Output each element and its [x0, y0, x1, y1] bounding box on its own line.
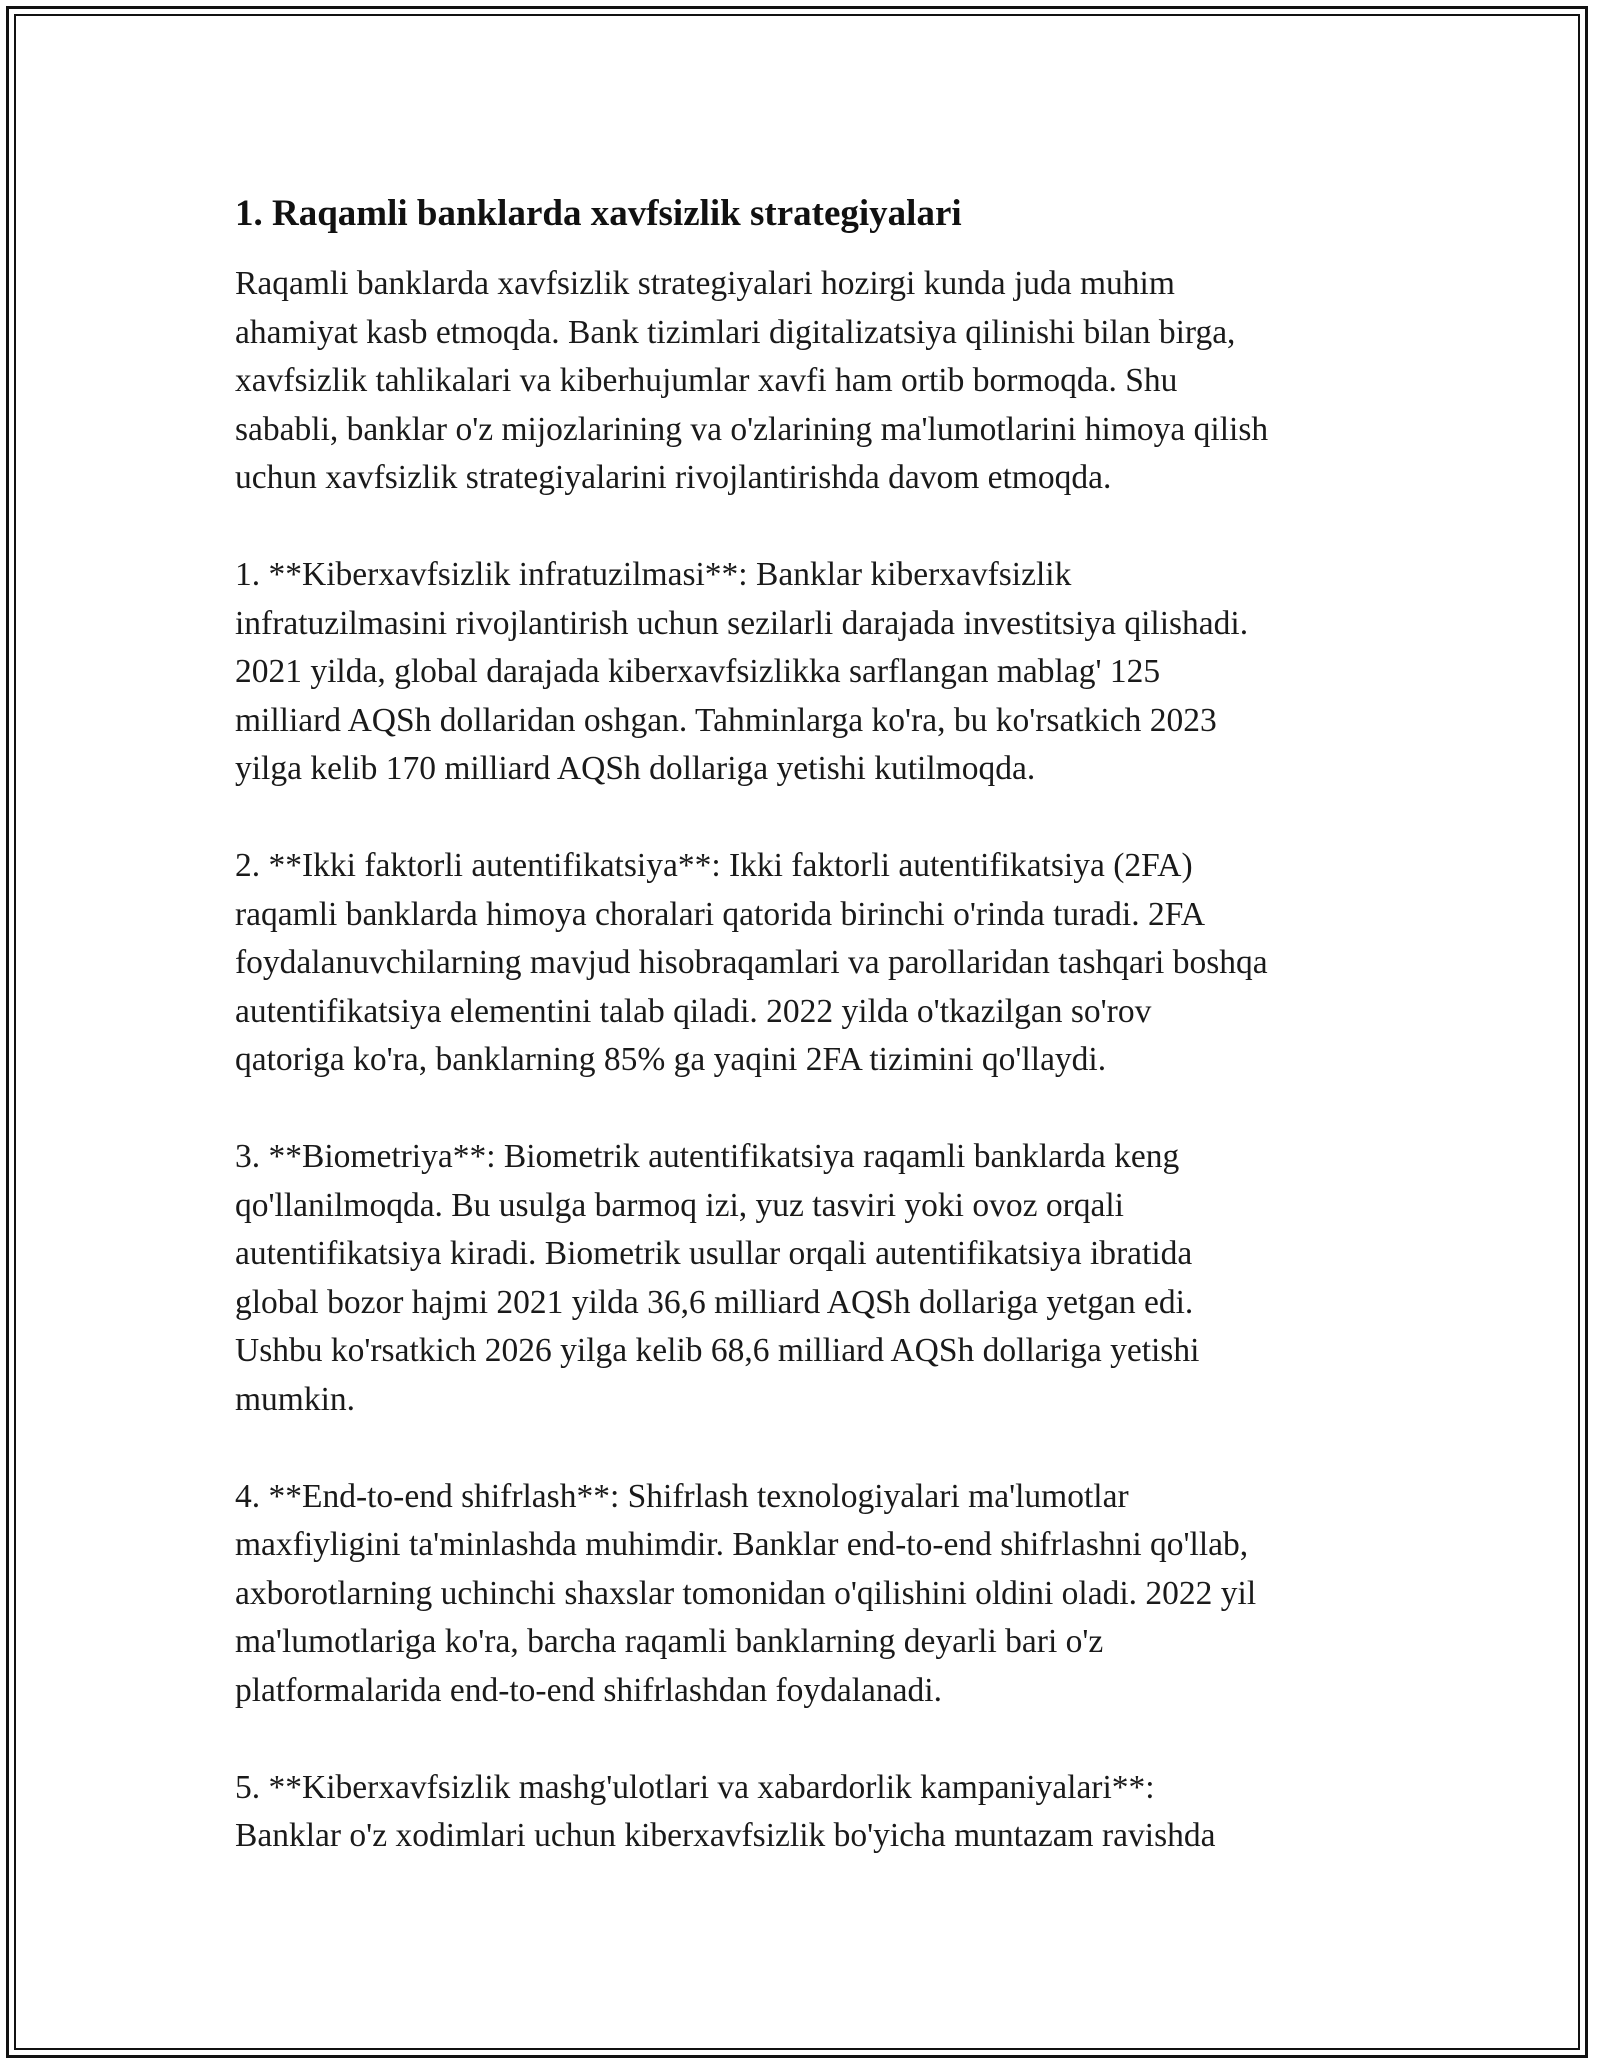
intro-paragraph: Raqamli banklarda xavfsizlik strategiyalari hozirgi kunda juda muhim ahamiyat kasb etmoqda. Bank tizimlari digitalizatsiya qilinishi bilan birga, xavfsizlik tahlikalari va kiberhujumlar xavfi ham ortib bormoqda. Shu sababli, banklar o'z mijozlarining va o'zlarining ma'lumotlarini himoya qilish uchun xavfsizlik strategiyalarini rivojlantirishda davom etmoqda.	[235, 265, 1269, 496]
document-title: 1. Raqamli banklarda xavfsizlik strategiyalari	[235, 193, 962, 234]
point-5-paragraph: 5. **Kiberxavfsizlik mashg'ulotlari va xabardorlik kampaniyalari**: Banklar o'z xodimlari uchun kiberxavfsizlik bo'yicha muntazam ravishda	[235, 1768, 1216, 1854]
point-1-paragraph: 1. **Kiberxavfsizlik infratuzilmasi**: Banklar kiberxavfsizlik infratuzilmasini rivojlantirish uchun sezilarli darajada investitsiya qilishadi. 2021 yilda, global darajada kiberxavfsizlikka sarflangan mablag' 125 milliard AQSh dollaridan oshgan. Tahminlarga ko'ra, bu ko'rsatkich 2023 yilga kelib 170 milliard AQSh dollariga yetishi kutilmoqda.	[235, 556, 1249, 787]
point-3-paragraph: 3. **Biometriya**: Biometrik autentifikatsiya raqamli banklarda keng qo'llanilmoqda. Bu usulga barmoq izi, yuz tasviri yoki ovoz orqali autentifikatsiya kiradi. Biometrik usullar orqali autentifikatsiya ibratida global bozor hajmi 2021 yilda 36,6 milliard AQSh dollariga yetgan edi. Ushbu ko'rsatkich 2026 yilga kelib 68,6 milliard AQSh dollariga yetishi mumkin.	[235, 1138, 1200, 1418]
point-2-paragraph: 2. **Ikki faktorli autentifikatsiya**: Ikki faktorli autentifikatsiya (2FA) raqamli banklarda himoya choralari qatorida birinchi o'rinda turadi. 2FA foydalanuvchilarning mavjud hisobraqamlari va parollaridan tashqari boshqa autentifikatsiya elementini talab qiladi. 2022 yilda o'tkazilgan so'rov qatoriga ko'ra, banklarning 85% ga yaqini 2FA tizimini qo'llaydi.	[235, 847, 1268, 1078]
document-body	[235, 190, 1375, 1861]
point-4-paragraph: 4. **End-to-end shifrlash**: Shifrlash texnologiyalari ma'lumotlar maxfiyligini ta'minlashda muhimdir. Banklar end-to-end shifrlashni qo'llab, axborotlarning uchinchi shaxslar tomonidan o'qilishini oldini oladi. 2022 yil ma'lumotlariga ko'ra, barcha raqamli banklarning deyarli bari o'z platformalarida end-to-end shifrlashdan foydalanadi.	[235, 1477, 1257, 1709]
